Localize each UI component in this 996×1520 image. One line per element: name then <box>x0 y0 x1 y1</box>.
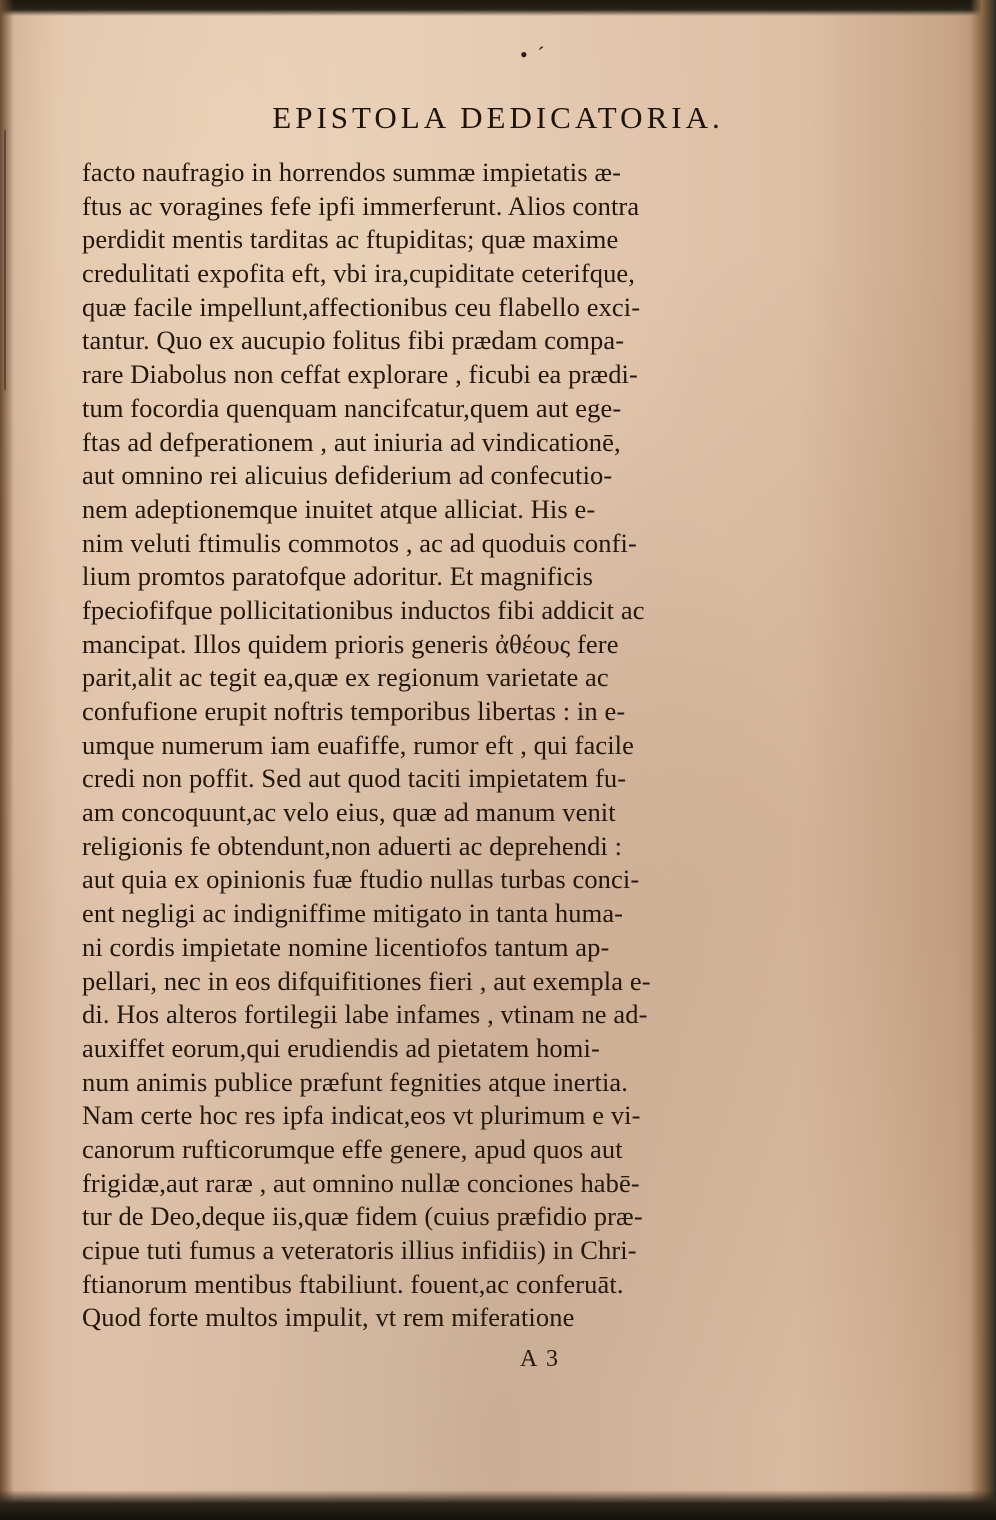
text-line: cipue tuti fumus a veteratoris illius infidiis) in Chri- <box>82 1235 637 1265</box>
text-line: am concoquunt,ac velo eius, quæ ad manum venit <box>82 797 616 828</box>
text-line: tantur. Quo ex aucupio folitus fibi prædam compa- <box>82 325 625 356</box>
text-line: ent negligi ac indigniffime mitigato in tanta huma- <box>82 898 624 929</box>
text-line: rare Diabolus non ceffat explorare , ficubi ea prædi- <box>82 359 638 390</box>
text-line: perdidit mentis tarditas ac ftupiditas; quæ maxime <box>82 224 619 255</box>
text-line: tur de Deo,deque iis,quæ fidem (cuius præfidio præ- <box>82 1201 643 1232</box>
page-left-edge <box>0 0 14 1520</box>
signature-marks: • ´ <box>520 42 547 67</box>
text-line: credi non poffit. Sed aut quod taciti impietatem fu- <box>82 763 627 794</box>
gutter-mark <box>4 130 6 390</box>
text-line: facto naufragio in horrendos summæ impietatis æ- <box>82 157 622 187</box>
text-line: tum focordia quenquam nancifcatur,quem aut ege- <box>82 392 622 423</box>
text-line: ftianorum mentibus ftabiliunt. fouent,ac conferuāt. <box>82 1268 624 1299</box>
text-line: aut omnino rei alicuius defiderium ad confecutio- <box>82 460 613 491</box>
text-line: confufione erupit noftris temporibus libertas : in e- <box>82 696 626 726</box>
text-line: nem adeptionemque inuitet atque alliciat. His e- <box>82 493 596 524</box>
text-line: aut quia ex opinionis fuæ ftudio nullas turbas conci- <box>82 864 640 895</box>
text-line: fpeciofifque pollicitationibus inductos fibi addicit ac <box>82 594 645 625</box>
text-line: canorum rufticorumque effe genere, apud quos aut <box>82 1133 623 1164</box>
text-line: ftas ad defperationem , aut iniuria ad vindicationē, <box>82 426 621 457</box>
text-line: umque numerum iam euafiffe, rumor eft , qui facile <box>82 729 634 760</box>
scan-bottom-shadow <box>0 1490 996 1520</box>
text-line: quæ facile impellunt,affectionibus ceu flabello exci- <box>82 291 641 322</box>
text-line: religionis fe obtendunt,non aduerti ac deprehendi : <box>82 830 623 861</box>
text-line: ni cordis impietate nomine licentiofos tantum ap- <box>82 931 610 962</box>
text-line: num animis publice præfunt fegnities atque inertia. <box>82 1066 629 1097</box>
text-line: auxiffet eorum,qui erudiendis ad pietatem homi- <box>82 1032 600 1063</box>
text-line: di. Hos alteros fortilegii labe infames , vtinam ne ad- <box>82 999 648 1030</box>
body-text <box>82 156 912 1335</box>
text-line: Quod forte multos impulit, vt rem miferatione <box>82 1302 575 1333</box>
text-line: nim veluti ftimulis commotos , ac ad quoduis confi- <box>82 527 637 558</box>
page-right-edge <box>970 0 996 1520</box>
text-line: mancipat. Illos quidem prioris generis ἀθέους fere <box>82 628 619 659</box>
text-line: pellari, nec in eos difquifitiones fieri , aut exempla e- <box>82 965 651 996</box>
text-line: Nam certe hoc res ipfa indicat,eos vt plurimum e vi- <box>82 1100 641 1131</box>
text-line: parit,alit ac tegit ea,quæ ex regionum varietate ac <box>82 662 609 693</box>
text-line: frigidæ,aut raræ , aut omnino nullæ conciones habē- <box>82 1167 640 1198</box>
text-line: credulitati expofita eft, vbi ira,cupiditate ceterifque, <box>82 258 636 289</box>
running-head: EPISTOLA DEDICATORIA. <box>272 100 724 135</box>
text-line: ftus ac voragines fefe ipfi immerferunt. Alios contra <box>82 190 640 221</box>
text-line: lium promtos paratofque adoritur. Et magnificis <box>82 561 594 592</box>
scan-top-shadow <box>0 0 996 16</box>
page-signature: A 3 <box>520 1346 561 1372</box>
